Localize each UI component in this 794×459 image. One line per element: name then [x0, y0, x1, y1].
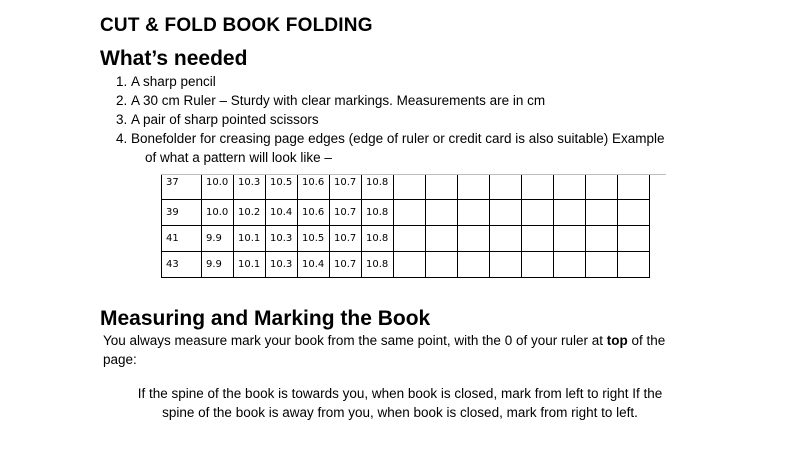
- table-cell-empty: [394, 175, 426, 199]
- table-cell: 10.8: [362, 175, 394, 199]
- needed-list: [115, 72, 794, 148]
- table-cell-empty: [618, 199, 650, 225]
- table-cell: 10.1: [234, 225, 266, 251]
- table-cell: 10.7: [330, 199, 362, 225]
- table-cell-empty: [490, 251, 522, 277]
- table-cell-empty: [522, 175, 554, 199]
- pattern-table: [161, 175, 650, 278]
- table-row: [162, 225, 650, 251]
- table-cell: 10.8: [362, 199, 394, 225]
- table-cell-empty: [586, 199, 618, 225]
- table-cell-empty: [522, 199, 554, 225]
- table-cell: 10.4: [298, 251, 330, 277]
- table-cell: 10.4: [266, 199, 298, 225]
- table-cell-empty: [426, 225, 458, 251]
- measuring-text-start: You always measure mark your book from the same point, with the 0 of your ruler at: [103, 333, 607, 348]
- document-title: CUT & FOLD BOOK FOLDING: [100, 15, 373, 36]
- table-cell: 10.7: [330, 251, 362, 277]
- table-cell-empty: [586, 175, 618, 199]
- table-cell: 10.7: [330, 175, 362, 199]
- table-cell: 10.6: [298, 175, 330, 199]
- table-cell-empty: [522, 225, 554, 251]
- table-cell: 10.0: [202, 175, 234, 199]
- table-cell-empty: [426, 251, 458, 277]
- table-cell: 10.2: [234, 199, 266, 225]
- list-item: 4. Bonefolder for creasing page edges (edge of ruler or credit card is also suitable) Example: [131, 129, 794, 148]
- table-cell-empty: [426, 175, 458, 199]
- list-item: 3. A pair of sharp pointed scissors: [131, 110, 794, 129]
- table-cell: 10.5: [298, 225, 330, 251]
- table-cell-empty: [394, 199, 426, 225]
- table-cell: 10.8: [362, 251, 394, 277]
- table-cell: 10.7: [330, 225, 362, 251]
- table-cell-empty: [618, 175, 650, 199]
- table-cell-empty: [554, 175, 586, 199]
- table-cell: 9.9: [202, 251, 234, 277]
- table-cell: 10.1: [234, 251, 266, 277]
- table-cell: 10.5: [266, 175, 298, 199]
- table-row: [162, 175, 650, 199]
- table-cell-empty: [522, 251, 554, 277]
- table-cell-empty: [586, 225, 618, 251]
- table-row: [162, 199, 650, 225]
- table-cell-empty: [458, 175, 490, 199]
- table-cell-empty: [458, 251, 490, 277]
- whats-needed-heading: What’s needed: [100, 47, 248, 70]
- table-row-label: 43: [162, 251, 202, 277]
- table-row-label: 41: [162, 225, 202, 251]
- table-cell: 10.3: [266, 225, 298, 251]
- table-cell-empty: [394, 225, 426, 251]
- table-cell-empty: [458, 199, 490, 225]
- measuring-text-end: of the page:: [103, 333, 666, 367]
- table-cell-empty: [490, 199, 522, 225]
- table-row-label: 37: [162, 175, 202, 199]
- table-cell-empty: [490, 175, 522, 199]
- example-text: of what a pattern will look like –: [145, 150, 332, 165]
- list-item: 2. A 30 cm Ruler – Sturdy with clear markings. Measurements are in cm: [131, 91, 794, 110]
- table-row: [162, 251, 650, 277]
- table-cell: 10.6: [298, 199, 330, 225]
- table-cell-empty: [554, 225, 586, 251]
- table-cell: 10.0: [202, 199, 234, 225]
- table-cell-empty: [426, 199, 458, 225]
- table-cell: 10.3: [234, 175, 266, 199]
- table-cell: 9.9: [202, 225, 234, 251]
- table-cell: 10.8: [362, 225, 394, 251]
- list-item: 1. A sharp pencil: [131, 72, 794, 91]
- table-cell-empty: [618, 225, 650, 251]
- table-cell-empty: [554, 251, 586, 277]
- table-row-label: 39: [162, 199, 202, 225]
- table-cell-empty: [554, 199, 586, 225]
- table-cell-empty: [394, 251, 426, 277]
- pattern-table-wrap: [161, 175, 650, 278]
- measuring-heading: Measuring and Marking the Book: [100, 307, 431, 330]
- table-cell-empty: [458, 225, 490, 251]
- table-cell-empty: [618, 251, 650, 277]
- measuring-paragraph: [103, 331, 693, 369]
- table-cell: 10.3: [266, 251, 298, 277]
- measuring-text-bold: top: [606, 333, 628, 348]
- spine-paragraph: If the spine of the book is towards you, when book is closed, mark from left to right If the spine of the book is away from you, when book is closed, mark from right to left.: [137, 386, 663, 420]
- table-cell-empty: [586, 251, 618, 277]
- table-cell-empty: [490, 225, 522, 251]
